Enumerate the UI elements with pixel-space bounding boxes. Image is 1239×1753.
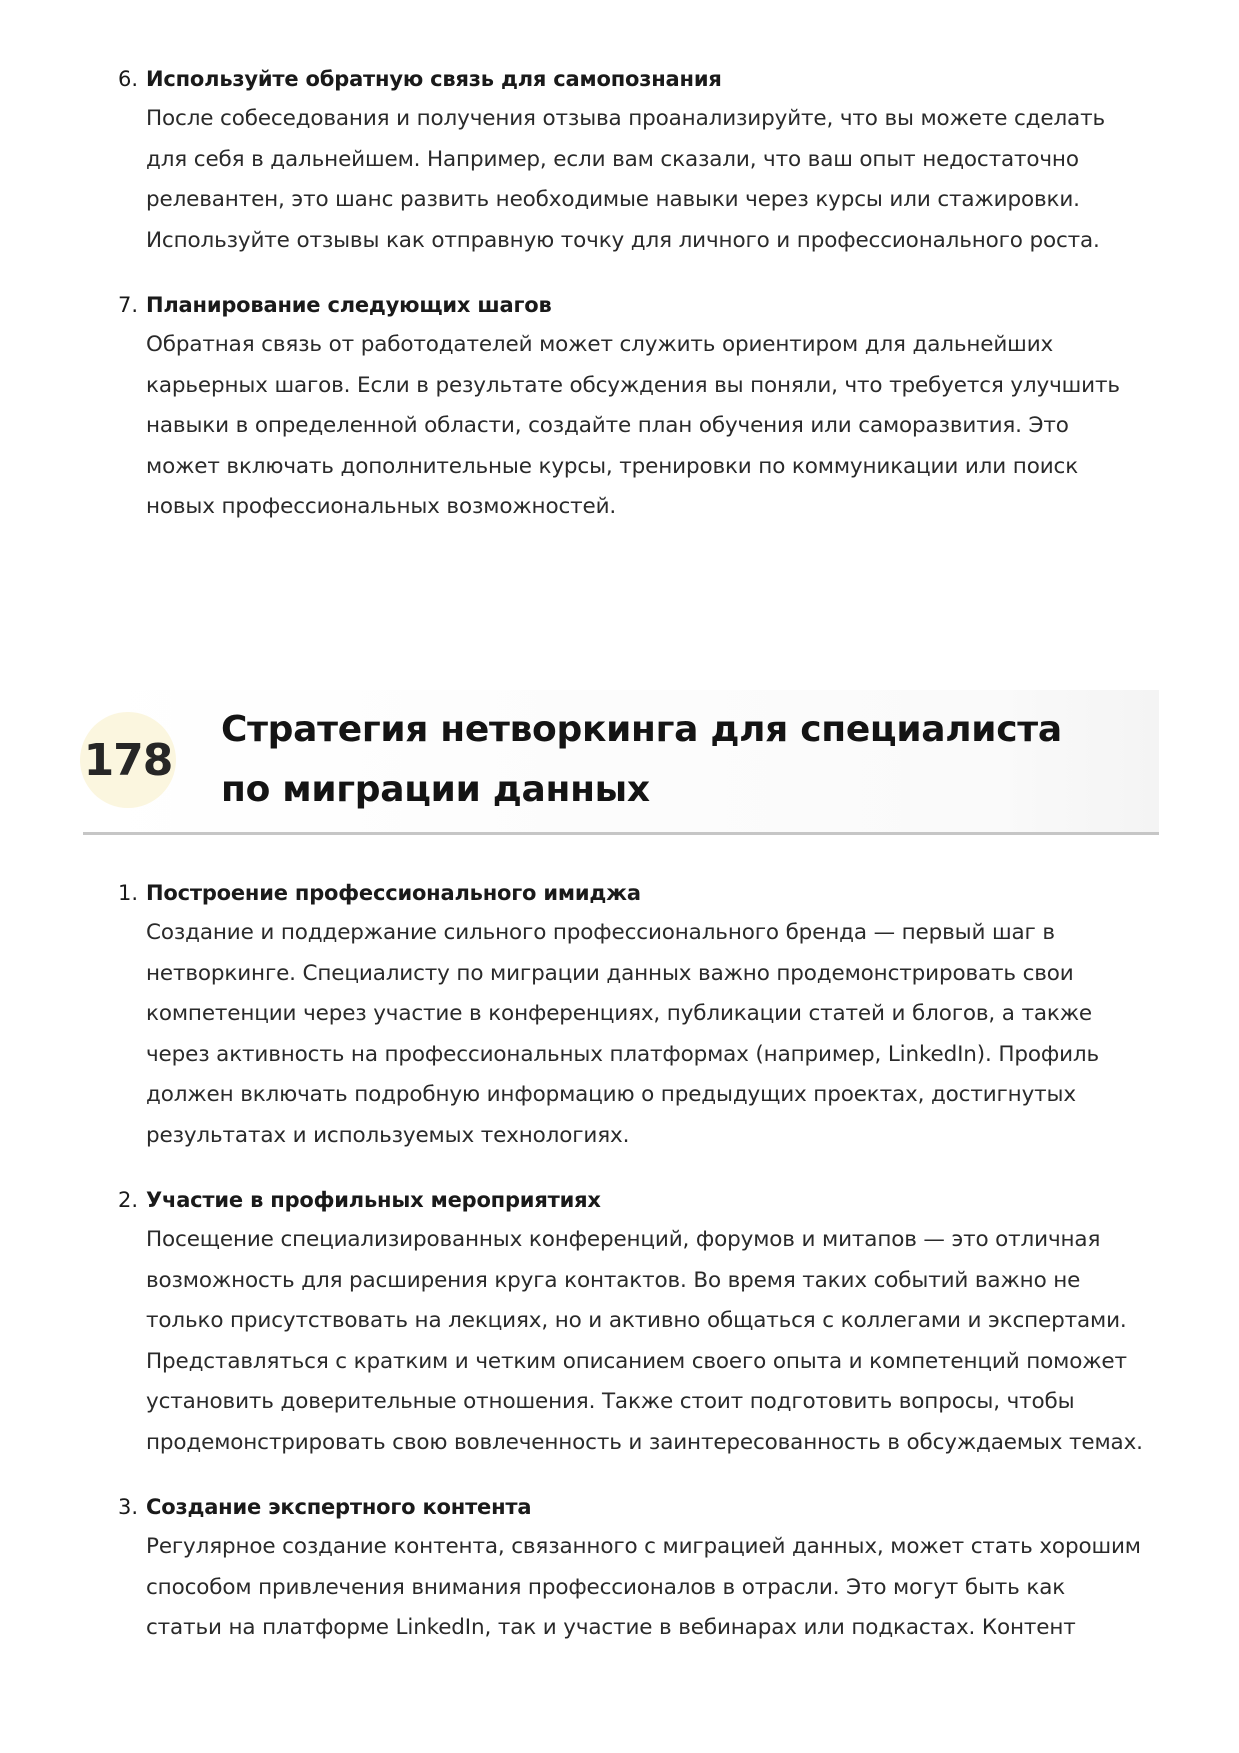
list-item-number: 2. (118, 1188, 139, 1212)
list-item-body: Обратная связь от работодателей может служить ориентиром для дальнейших карьерных шагов. Если в результате обсуждения вы поняли, что требуется улучшить навыки в определенной области, создайте план обучения или саморазвития. Это может включать дополнительные курсы, тренировки по коммуникации или поиск новых профессиональных возможностей. (146, 332, 1120, 519)
list-item-number: 7. (118, 293, 139, 317)
list-item (0, 1180, 1146, 1463)
list-item-title: Участие в профильных мероприятиях (146, 1188, 601, 1212)
chapter-header (83, 690, 1159, 835)
list-item-body: Регулярное создание контента, связанного с миграцией данных, может стать хорошим способом привлечения внимания профессионалов в отрасли. Это могут быть как статьи на платформе LinkedIn, так и участие в вебинарах или подкастах. Контент (146, 1534, 1141, 1640)
list-item-title: Используйте обратную связь для самопознания (146, 67, 722, 91)
chapter-number-badge: 178 (80, 712, 176, 808)
list-item (0, 1487, 1146, 1649)
top-list (0, 59, 1146, 528)
list-item-body: Создание и поддержание сильного профессионального бренда — первый шаг в нетворкинге. Специалисту по миграции данных важно продемонстрировать свои компетенции через участие в конференциях, публикации статей и блогов, а также через активность на профессиональных платформах (например, LinkedIn). Профиль должен включать подробную информацию о предыдущих проектах, достигнутых результатах и используемых технологиях. (146, 920, 1100, 1148)
list-item (0, 59, 1146, 261)
list-item-body: После собеседования и получения отзыва проанализируйте, что вы можете сделать для себя в дальнейшем. Например, если вам сказали, что ваш опыт недостаточно релевантен, это шанс развить необходимые навыки через курсы или стажировки. Используйте отзывы как отправную точку для личного и профессионального роста. (146, 106, 1105, 253)
list-item-title: Создание экспертного контента (146, 1495, 532, 1519)
list-item-body: Посещение специализированных конференций, форумов и митапов — это отличная возможность для расширения круга контактов. Во время таких событий важно не только присутствовать на лекциях, но и активно общаться с коллегами и экспертами. Представляться с кратким и четким описанием своего опыта и компетенций поможет установить доверительные отношения. Также стоит подготовить вопросы, чтобы продемонстрировать свою вовлеченность и заинтересованность в обсуждаемых темах. (146, 1227, 1143, 1455)
list-item-number: 6. (118, 67, 139, 91)
bottom-list (0, 873, 1146, 1649)
list-item-number: 3. (118, 1495, 139, 1519)
list-item-number: 1. (118, 881, 139, 905)
chapter-title: Стратегия нетворкинга для специалиста по миграции данных (221, 709, 1062, 810)
list-item-title: Построение профессионального имиджа (146, 881, 641, 905)
list-item (0, 873, 1146, 1156)
list-item (0, 285, 1146, 528)
list-item-title: Планирование следующих шагов (146, 293, 552, 317)
